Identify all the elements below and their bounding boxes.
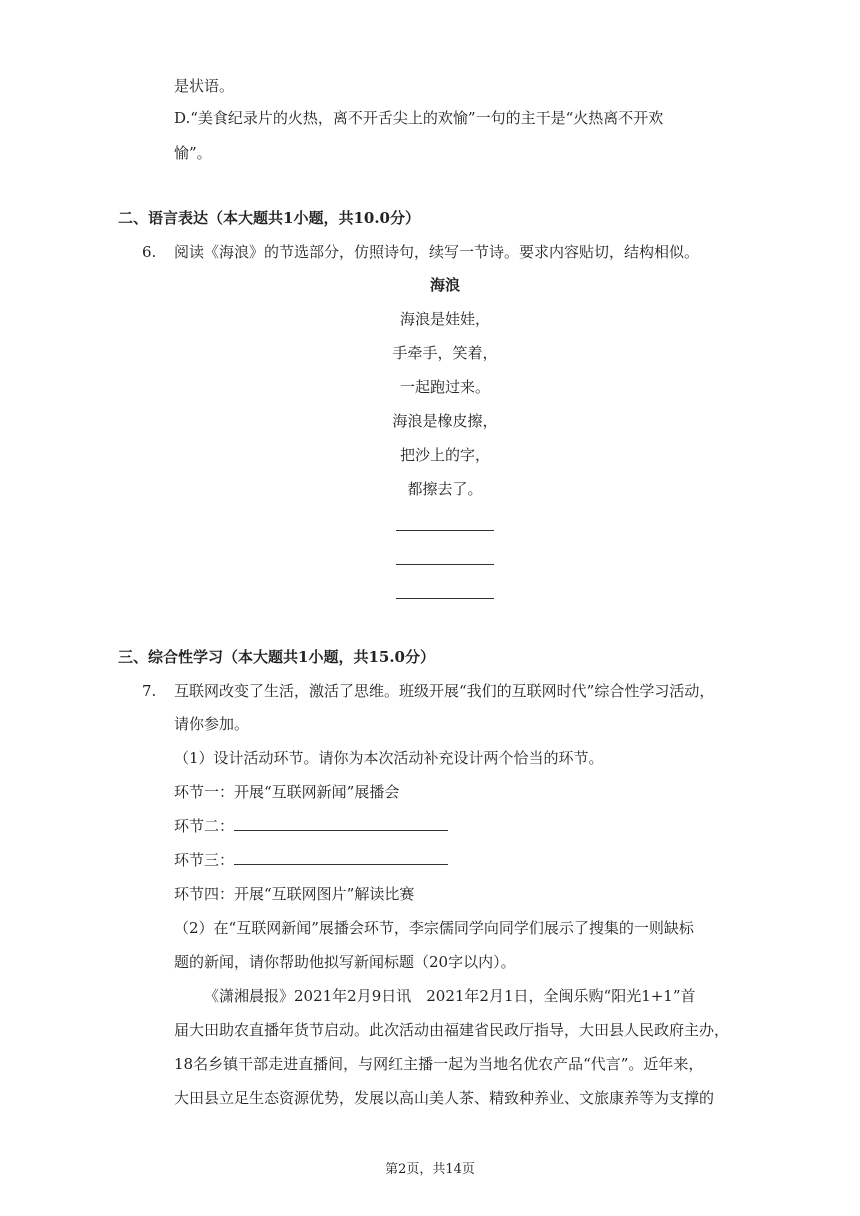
poem-line-5: 把沙上的字， (399, 446, 490, 464)
poem-title: 海浪 (429, 276, 460, 294)
q7-link2-label: 环节二： (174, 817, 235, 835)
q7-link3-blank[interactable] (234, 850, 448, 865)
poem-line-1: 海浪是娃娃， (399, 310, 490, 328)
page-indicator: 第2页，共14页 (385, 1162, 475, 1177)
q7-sub2-line1: （2）在“互联网新闻”展播会环节，李宗儒同学向同学们展示了搜集的一则缺标 (174, 919, 694, 937)
q7-intro-line2: 请你参加。 (174, 715, 250, 733)
news-line-2: 届大田助农直播年货节启动。此次活动由福建省民政厅指导，大田县人民政府主办， (174, 1021, 730, 1039)
news-line-4: 大田县立足生态资源优势，发展以高山美人茶、精致种养业、文旅康养等为支撑的 (174, 1089, 715, 1107)
section2-heading: 二、语言表达（本大题共1小题，共10.0分） (118, 209, 420, 227)
poem-line-2: 手牵手，笑着， (392, 344, 498, 362)
q7-link2-blank[interactable] (234, 816, 448, 831)
q7-link4: 环节四：开展“互联网图片”解读比赛 (174, 885, 415, 903)
poem-line-6: 都擦去了。 (407, 480, 483, 498)
q7-link3 (174, 850, 448, 870)
q7-intro-line1: 互联网改变了生活，激活了思维。班级开展“我们的互联网时代”综合性学习活动， (174, 682, 715, 700)
q6-number: 6. (142, 243, 157, 261)
q7-link3-label: 环节三： (174, 851, 235, 869)
q7-sub1: （1）设计活动环节。请你为本次活动补充设计两个恰当的环节。 (174, 749, 604, 767)
section3-heading: 三、综合性学习（本大题共1小题，共15.0分） (118, 648, 435, 666)
q7-number: 7. (142, 682, 157, 700)
poem-line-4: 海浪是橡皮擦， (392, 412, 498, 430)
q7-sub2-line2: 题的新闻，请你帮助他拟写新闻标题（20字以内）。 (174, 953, 516, 971)
news-line-1: 《潇湘晨报》2021年2月9日讯 2021年2月1日，全闽乐购“阳光1+1”首 (204, 987, 696, 1005)
answer-blank-3[interactable] (396, 598, 494, 599)
q6-prompt: 阅读《海浪》的节选部分，仿照诗句，续写一节诗。要求内容贴切，结构相似。 (174, 243, 700, 261)
poem-line-3: 一起跑过来。 (399, 378, 490, 396)
q5-option-d-line2: 愉”。 (174, 144, 212, 162)
news-line-3: 18名乡镇干部走进直播间，与网红主播一起为当地名优农产品“代言”。近年来， (174, 1055, 704, 1073)
q7-link2 (174, 816, 448, 836)
q5-option-d-line1: D.“美食纪录片的火热，离不开舌尖上的欢愉”一句的主干是“火热离不开欢 (174, 109, 664, 127)
q7-link1: 环节一：开展“互联网新闻”展播会 (174, 783, 400, 801)
answer-blank-2[interactable] (396, 564, 494, 565)
q5-tail-line: 是状语。 (174, 77, 235, 95)
answer-blank-1[interactable] (396, 530, 494, 531)
